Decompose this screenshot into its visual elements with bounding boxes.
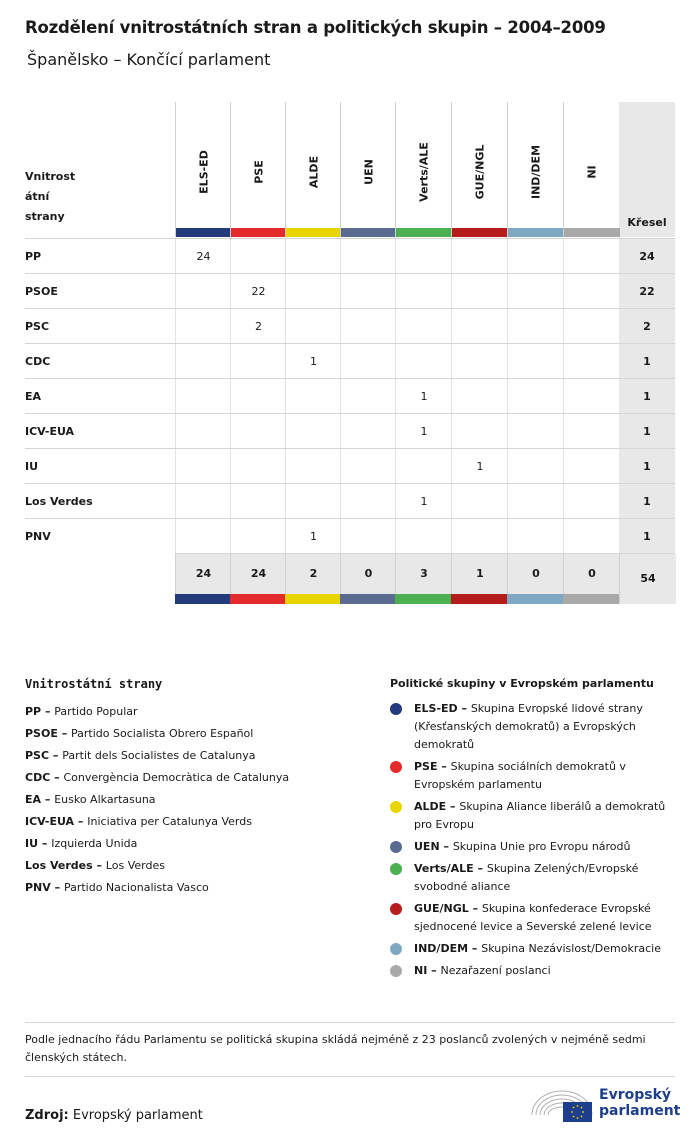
legend-name: Eusko Alkartasuna [54, 793, 156, 806]
footnote: Podle jednacího řádu Parlamentu se politická skupina skládá nejméně z 23 poslanců zvolených v nejméně sedmi členských státech. [25, 1022, 675, 1077]
seat-cell [563, 344, 620, 379]
seat-cell [451, 519, 508, 554]
seat-cell [175, 519, 231, 554]
logo-line: parlament [599, 1103, 681, 1119]
page-subtitle: Španělsko – Končící parlament [27, 50, 271, 69]
seat-cell [451, 239, 508, 274]
seat-cell [175, 484, 231, 519]
group-column-label: ALDE [307, 155, 320, 189]
seat-cell: 2 [230, 309, 286, 344]
seat-cell [507, 414, 564, 449]
seat-cell [451, 344, 508, 379]
seat-cell: 1 [395, 414, 452, 449]
group-column-header [230, 102, 286, 237]
legend-separator: – [74, 815, 88, 828]
table-row [25, 483, 675, 519]
group-column-header [285, 102, 341, 237]
seat-cell [230, 414, 286, 449]
national-legend-item [25, 833, 355, 855]
party-name: EA [25, 390, 42, 403]
group-color-bar [507, 594, 563, 604]
seat-cell [507, 274, 564, 309]
national-legend-heading: Vnitrostátní strany [25, 677, 163, 691]
group-color-bar [285, 594, 340, 604]
group-column-label: Verts/ALE [417, 142, 431, 202]
legend-name: Partit dels Socialistes de Catalunya [62, 749, 256, 762]
legend-abbr: GUE/NGL [414, 902, 469, 915]
seat-cell [395, 449, 452, 484]
legend-abbr: UEN [414, 840, 440, 853]
legend-abbr: ALDE [414, 800, 447, 813]
legend-abbr: Los Verdes [25, 859, 93, 872]
legend-name: Convergència Democràtica de Catalunya [63, 771, 290, 784]
group-color-dot-icon [390, 801, 402, 813]
seat-cell [395, 274, 452, 309]
party-name: Los Verdes [25, 495, 93, 508]
table-row [25, 308, 675, 344]
table-row [25, 448, 675, 484]
seat-cell [563, 379, 620, 414]
legend-separator: – [473, 862, 487, 875]
seat-cell [395, 519, 452, 554]
seat-cell [507, 309, 564, 344]
seat-cell: 22 [230, 274, 286, 309]
seat-cell [340, 379, 396, 414]
seat-cell [395, 309, 452, 344]
group-legend-item [390, 940, 675, 958]
group-total-cell: 0 [507, 554, 564, 594]
seat-cell [395, 344, 452, 379]
party-name: PSOE [25, 285, 58, 298]
legend-abbr: PP [25, 705, 42, 718]
party-name: PSC [25, 320, 50, 333]
seat-cell: 1 [395, 379, 452, 414]
group-color-bar [396, 228, 452, 237]
grand-total-cell: 54 [619, 554, 676, 604]
seat-cell [340, 484, 396, 519]
table-row [25, 413, 675, 449]
seat-cell [340, 344, 396, 379]
legend-separator: – [41, 705, 55, 718]
group-column-header [395, 102, 452, 237]
seat-cell [563, 519, 620, 554]
group-column-header [507, 102, 564, 237]
group-color-bar [452, 228, 508, 237]
national-legend-item [25, 745, 355, 767]
national-legend-item [25, 811, 355, 833]
seat-cell [507, 344, 564, 379]
seat-cell [285, 414, 341, 449]
group-column-label: IND/DEM [529, 144, 543, 200]
seat-cell [451, 379, 508, 414]
legend-separator: – [427, 964, 441, 977]
legend-abbr: PSE [414, 760, 438, 773]
table-row [25, 378, 675, 414]
seat-cell [285, 274, 341, 309]
group-total-cell: 0 [340, 554, 396, 594]
seats-header-label: Křesel [627, 216, 667, 229]
group-color-bar [175, 594, 230, 604]
table-row [25, 273, 675, 309]
seat-cell [230, 449, 286, 484]
source-label: Zdroj: [25, 1108, 69, 1123]
seat-cell [507, 449, 564, 484]
group-total-cell: 2 [285, 554, 341, 594]
seat-cell: 24 [175, 239, 231, 274]
legend-name: Skupina konfederace Evropské sjednocené levice a Severské zelené levice [414, 902, 652, 933]
group-color-dot-icon [390, 761, 402, 773]
group-color-bar [451, 594, 507, 604]
seat-cell [175, 449, 231, 484]
seat-total-cell: 2 [619, 309, 675, 344]
legend-name: Skupina Zelených/Evropské svobodné aliance [414, 862, 639, 893]
legend-name: Iniciativa per Catalunya Verds [87, 815, 252, 828]
party-name: PNV [25, 530, 51, 543]
legend-separator: – [38, 837, 52, 850]
group-color-bar [176, 228, 231, 237]
seat-cell [285, 484, 341, 519]
legend-abbr: ICV-EUA [25, 815, 75, 828]
party-name: ICV-EUA [25, 425, 75, 438]
group-color-bar [395, 594, 451, 604]
national-legend-item [25, 767, 355, 789]
seat-cell [451, 309, 508, 344]
groups-legend [390, 677, 675, 984]
row-header-line: strany [25, 210, 65, 223]
seat-cell [285, 309, 341, 344]
group-legend-item [390, 860, 675, 896]
legend-abbr: IND/DEM [414, 942, 469, 955]
row-header-label [25, 167, 105, 227]
legend-separator: – [437, 760, 451, 773]
seat-cell [285, 449, 341, 484]
seat-cell [451, 274, 508, 309]
group-column-label: ELS-ED [197, 150, 210, 194]
ep-logo [529, 1085, 681, 1125]
seat-cell [175, 309, 231, 344]
group-column-label: NI [585, 165, 599, 179]
legend-name: Skupina sociálních demokratů v Evropském parlamentu [414, 760, 626, 791]
group-column-label: GUE/NGL [473, 144, 487, 200]
group-legend-item [390, 758, 675, 794]
legend-name: Partido Popular [54, 705, 138, 718]
seat-total-cell: 1 [619, 449, 675, 484]
seat-cell [340, 519, 396, 554]
group-total-cell: 24 [175, 554, 231, 594]
logo-line: Evropský [599, 1087, 672, 1103]
seat-cell [230, 239, 286, 274]
national-legend-item [25, 701, 355, 723]
seat-cell [285, 239, 341, 274]
group-column-label: PSE [252, 160, 265, 184]
legend-abbr: Verts/ALE [414, 862, 474, 875]
legend-name: Skupina Unie pro Evropu národů [452, 840, 631, 853]
seat-cell [230, 344, 286, 379]
legend-separator: – [92, 859, 106, 872]
legend-separator: – [57, 727, 72, 740]
group-total-cell: 24 [230, 554, 286, 594]
group-color-bar [340, 594, 395, 604]
legend-name: Partido Socialista Obrero Español [71, 727, 254, 740]
legend-separator: – [439, 840, 453, 853]
table-row [25, 343, 675, 379]
legend-name: Skupina Aliance liberálů a demokratů pro Evropu [414, 800, 666, 831]
group-total-cell: 3 [395, 554, 452, 594]
group-color-bar [341, 228, 396, 237]
group-color-dot-icon [390, 903, 402, 915]
seat-cell: 1 [285, 344, 341, 379]
group-column-header [340, 102, 396, 237]
legend-separator: – [468, 902, 482, 915]
row-header-line: átní [25, 190, 50, 203]
group-color-bar [230, 594, 285, 604]
seat-cell [175, 379, 231, 414]
seat-cell [451, 484, 508, 519]
legend-name: Nezařazení poslanci [440, 964, 551, 977]
group-color-bar [231, 228, 286, 237]
group-legend-item [390, 798, 675, 834]
table-row [25, 518, 675, 554]
national-legend-item [25, 789, 355, 811]
seat-cell [285, 379, 341, 414]
legend-name: Skupina Nezávislost/Demokracie [481, 942, 661, 955]
seat-cell [507, 484, 564, 519]
group-column-header [451, 102, 508, 237]
group-color-bar [508, 228, 564, 237]
group-column-header [175, 102, 231, 237]
national-parties-legend [25, 677, 355, 899]
seat-cell [230, 379, 286, 414]
seat-cell [563, 414, 620, 449]
legend-name: Skupina Evropské lidové strany (Křesťanských demokratů) a Evropských demokratů [414, 702, 643, 751]
legend-separator: – [41, 793, 55, 806]
seat-cell [507, 379, 564, 414]
seat-cell [451, 414, 508, 449]
seat-total-cell: 1 [619, 484, 675, 519]
legend-name: Izquierda Unida [51, 837, 138, 850]
legend-name: Partido Nacionalista Vasco [63, 881, 209, 894]
legend-separator: – [49, 749, 63, 762]
party-name: PP [25, 250, 42, 263]
groups-legend-heading: Politické skupiny v Evropském parlamentu [390, 677, 654, 690]
seat-cell: 1 [395, 484, 452, 519]
legend-separator: – [446, 800, 460, 813]
group-legend-item [390, 700, 675, 754]
group-color-dot-icon [390, 841, 402, 853]
legend-abbr: IU [25, 837, 39, 850]
legend-separator: – [468, 942, 482, 955]
seat-cell [340, 239, 396, 274]
seat-cell [230, 519, 286, 554]
party-name: CDC [25, 355, 51, 368]
legend-abbr: NI [414, 964, 428, 977]
legend-separator: – [50, 881, 64, 894]
legend-abbr: PSOE [25, 727, 58, 740]
seat-cell [395, 239, 452, 274]
seat-cell [175, 344, 231, 379]
legend-abbr: PNV [25, 881, 51, 894]
seat-total-cell: 22 [619, 274, 675, 309]
group-total-cell: 1 [451, 554, 508, 594]
totals-row [175, 553, 675, 604]
seat-cell [563, 274, 620, 309]
seat-total-cell: 1 [619, 414, 675, 449]
group-color-dot-icon [390, 943, 402, 955]
seat-cell [563, 449, 620, 484]
legend-abbr: PSC [25, 749, 50, 762]
seats-column-header [619, 102, 675, 237]
seat-cell: 1 [451, 449, 508, 484]
seat-cell [340, 449, 396, 484]
seat-cell [563, 239, 620, 274]
logo-wordmark [599, 1087, 680, 1119]
seat-cell [340, 309, 396, 344]
group-legend-item [390, 838, 675, 856]
seat-cell [230, 484, 286, 519]
group-column-label: UEN [362, 159, 375, 185]
group-color-bar [564, 228, 620, 237]
seat-total-cell: 24 [619, 239, 675, 274]
group-color-bar [563, 594, 619, 604]
source-value: Evropský parlament [72, 1108, 203, 1123]
legend-name: Los Verdes [105, 859, 165, 872]
legend-abbr: ELS-ED [414, 702, 458, 715]
source-line [25, 1108, 203, 1123]
seat-cell [340, 274, 396, 309]
group-legend-item [390, 900, 675, 936]
seat-total-cell: 1 [619, 344, 675, 379]
group-color-bar [286, 228, 341, 237]
seat-cell [340, 414, 396, 449]
group-legend-item [390, 962, 675, 980]
legend-abbr: EA [25, 793, 42, 806]
legend-abbr: CDC [25, 771, 51, 784]
hemicycle-logo-icon [529, 1085, 595, 1125]
seat-cell [563, 309, 620, 344]
group-color-dot-icon [390, 863, 402, 875]
seat-cell: 1 [285, 519, 341, 554]
seat-cell [563, 484, 620, 519]
seat-cell [175, 274, 231, 309]
seat-total-cell: 1 [619, 519, 675, 554]
national-legend-item [25, 855, 355, 877]
seat-cell [507, 239, 564, 274]
group-column-header [563, 102, 620, 237]
row-header-line: Vnitrost [25, 170, 76, 183]
group-color-dot-icon [390, 965, 402, 977]
seat-cell [507, 519, 564, 554]
legend-separator: – [50, 771, 64, 784]
seat-cell [175, 414, 231, 449]
table-row [25, 238, 675, 274]
legend-separator: – [457, 702, 471, 715]
group-total-cell: 0 [563, 554, 620, 594]
seat-total-cell: 1 [619, 379, 675, 414]
page-title: Rozdělení vnitrostátních stran a politických skupin – 2004–2009 [25, 18, 606, 37]
national-legend-item [25, 877, 355, 899]
group-color-dot-icon [390, 703, 402, 715]
party-name: IU [25, 460, 39, 473]
national-legend-item [25, 723, 355, 745]
